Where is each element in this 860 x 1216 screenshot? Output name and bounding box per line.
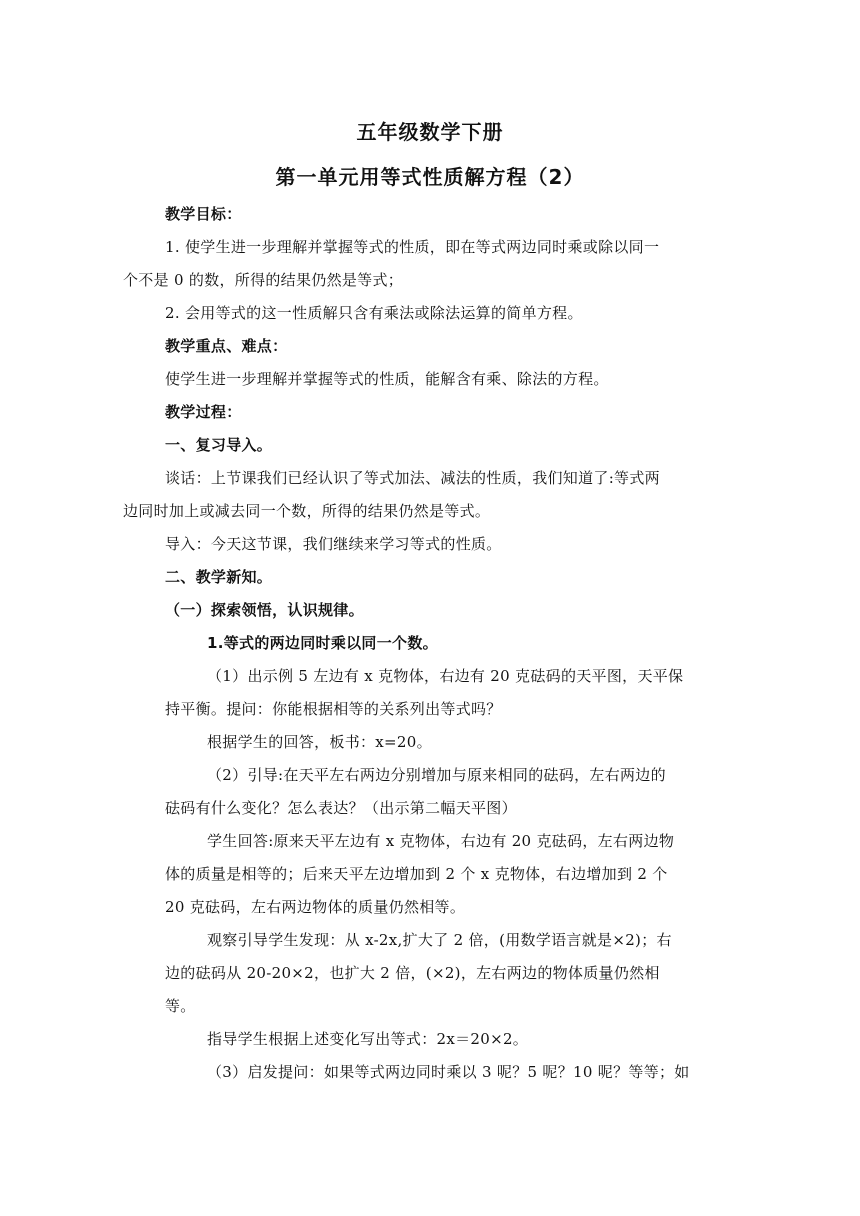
text-line: 砝码有什么变化？怎么表达？（出示第二幅天平图） — [165, 799, 517, 817]
text-line: 个不是 0 的数，所得的结果仍然是等式； — [123, 271, 404, 289]
section-heading: 一、复习导入。 — [165, 436, 273, 454]
subsection-heading: 1.等式的两边同时乘以同一个数。 — [207, 634, 438, 652]
text-line: 导入：今天这节课，我们继续来学习等式的性质。 — [165, 535, 502, 553]
text-line: 1. 使学生进一步理解并掌握等式的性质，即在等式两边同时乘或除以同一 — [165, 238, 660, 256]
text-line: 20 克砝码，左右两边物体的质量仍然相等。 — [165, 898, 466, 916]
text-line: （3）启发提问：如果等式两边同时乘以 3 呢？5 呢？10 呢？等等；如 — [207, 1063, 690, 1081]
text-line: 指导学生根据上述变化写出等式：2x＝20×2。 — [207, 1030, 529, 1048]
subsection-heading: （一）探索领悟，认识规律。 — [165, 601, 364, 619]
text-line: 边同时加上或减去同一个数，所得的结果仍然是等式。 — [123, 502, 491, 520]
text-line: （2）引导:在天平左右两边分别增加与原来相同的砝码，左右两边的 — [207, 766, 666, 784]
section-heading: 教学过程： — [165, 403, 242, 421]
document-subtitle: 第一单元用等式性质解方程（2） — [275, 165, 585, 189]
text-line: 使学生进一步理解并掌握等式的性质，能解含有乘、除法的方程。 — [165, 370, 609, 388]
text-line: 根据学生的回答，板书：x=20。 — [207, 733, 432, 751]
text-line: 学生回答:原来天平左边有 x 克物体，右边有 20 克砝码，左右两边物 — [207, 832, 675, 850]
text-line: 观察引导学生发现：从 x-2x,扩大了 2 倍，(用数学语言就是×2)；右 — [207, 931, 672, 949]
section-heading: 二、教学新知。 — [165, 568, 273, 586]
section-heading: 教学目标： — [165, 205, 242, 223]
text-line: （1）出示例 5 左边有 x 克物体，右边有 20 克砝码的天平图，天平保 — [207, 667, 684, 685]
text-line: 持平衡。提问：你能根据相等的关系列出等式吗？ — [165, 700, 502, 718]
text-line: 2. 会用等式的这一性质解只含有乘法或除法运算的简单方程。 — [165, 304, 583, 322]
text-line: 等。 — [165, 997, 196, 1015]
section-heading: 教学重点、难点： — [165, 337, 288, 355]
text-line: 体的质量是相等的；后来天平左边增加到 2 个 x 克物体，右边增加到 2 个 — [165, 865, 668, 883]
document-title: 五年级数学下册 — [356, 120, 504, 144]
text-line: 边的砝码从 20-20×2，也扩大 2 倍，(×2)，左右两边的物体质量仍然相 — [165, 964, 660, 982]
text-line: 谈话：上节课我们已经认识了等式加法、减法的性质，我们知道了:等式两 — [165, 469, 660, 487]
